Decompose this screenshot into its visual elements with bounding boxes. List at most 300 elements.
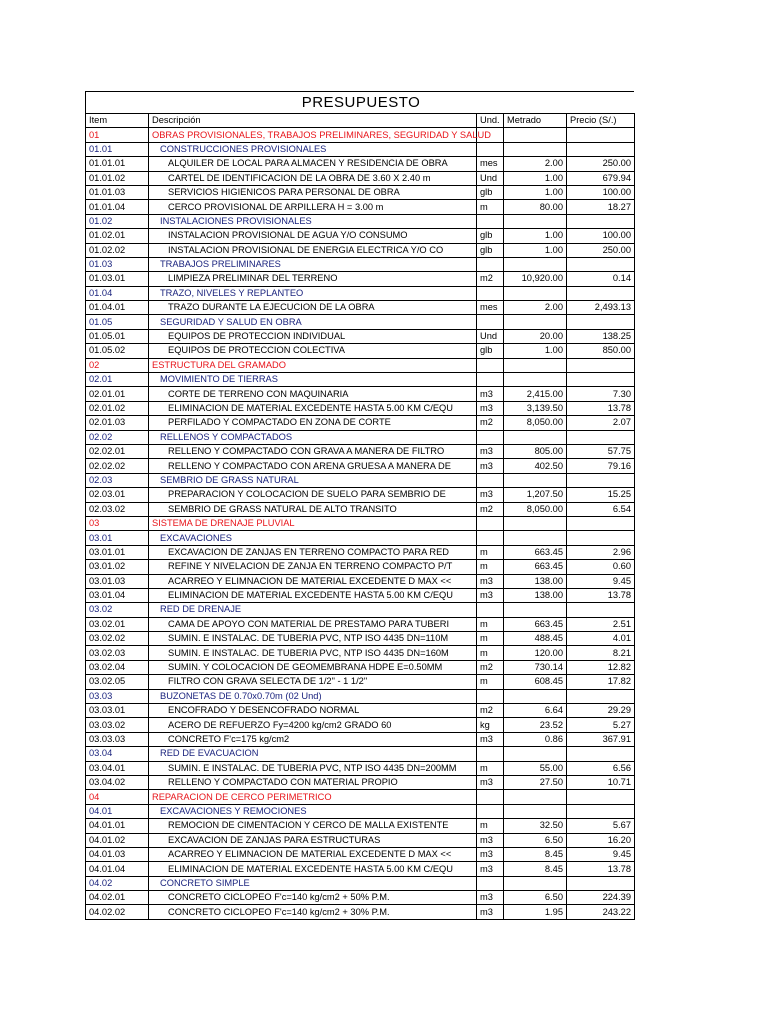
table-row: [86, 157, 635, 171]
description-text: ACERO DE REFUERZO Fy=4200 kg/cm2 GRADO 60: [168, 719, 392, 730]
table-header-row: [86, 114, 635, 128]
price-cell: 18.27: [567, 200, 635, 214]
metrado-cell: [504, 689, 567, 703]
unit-cell: m3: [477, 775, 504, 789]
unit-cell: [477, 257, 504, 271]
description-text: CONCRETO F'c=175 kg/cm2: [168, 733, 290, 744]
metrado-cell: [504, 603, 567, 617]
table-row: [86, 747, 635, 761]
unit-cell: mes: [477, 157, 504, 171]
description-cell: [149, 905, 477, 919]
metrado-cell: [504, 373, 567, 387]
description-text: INSTALACION PROVISIONAL DE AGUA Y/O CONSUMO: [168, 230, 408, 241]
description-text: EXCAVACIONES: [160, 532, 232, 543]
unit-cell: kg: [477, 718, 504, 732]
description-text: INSTALACIONES PROVISIONALES: [160, 215, 312, 226]
item-cell: 01.02.01: [86, 229, 149, 243]
description-text: FILTRO CON GRAVA SELECTA DE 1/2" - 1 1/2": [168, 676, 368, 687]
table-row: [86, 214, 635, 228]
unit-cell: m3: [477, 862, 504, 876]
description-text: REMOCION DE CIMENTACION Y CERCO DE MALLA EXISTENTE: [168, 820, 449, 831]
description-cell: [149, 790, 477, 804]
price-cell: [567, 747, 635, 761]
unit-cell: glb: [477, 344, 504, 358]
metrado-cell: 80.00: [504, 200, 567, 214]
unit-cell: m3: [477, 444, 504, 458]
table-row: [86, 819, 635, 833]
price-cell: 15.25: [567, 488, 635, 502]
price-cell: 17.82: [567, 675, 635, 689]
table-row: [86, 632, 635, 646]
item-cell: 01.03: [86, 257, 149, 271]
item-cell: 03.01: [86, 531, 149, 545]
metrado-cell: 663.45: [504, 617, 567, 631]
description-text: PERFILADO Y COMPACTADO EN ZONA DE CORTE: [168, 417, 391, 428]
unit-cell: m3: [477, 891, 504, 905]
unit-cell: m3: [477, 588, 504, 602]
metrado-cell: [504, 358, 567, 372]
unit-cell: [477, 286, 504, 300]
description-cell: [149, 444, 477, 458]
price-cell: [567, 430, 635, 444]
price-cell: [567, 214, 635, 228]
table-row: [86, 401, 635, 415]
table-row: [86, 200, 635, 214]
price-cell: 138.25: [567, 329, 635, 343]
description-cell: [149, 128, 491, 142]
item-cell: 02.01.01: [86, 387, 149, 401]
table-row: [86, 560, 635, 574]
description-cell: [149, 761, 477, 775]
unit-cell: [477, 790, 504, 804]
metrado-cell: 138.00: [504, 588, 567, 602]
item-cell: 03.02.05: [86, 675, 149, 689]
item-cell: 02.02.02: [86, 459, 149, 473]
metrado-cell: 2.00: [504, 301, 567, 315]
price-cell: 5.67: [567, 819, 635, 833]
metrado-cell: [504, 430, 567, 444]
price-cell: [567, 315, 635, 329]
table-row: [86, 531, 635, 545]
price-cell: 79.16: [567, 459, 635, 473]
item-cell: 01.05: [86, 315, 149, 329]
metrado-cell: 20.00: [504, 329, 567, 343]
item-cell: 03.02.04: [86, 660, 149, 674]
metrado-cell: [504, 257, 567, 271]
item-cell: 04.01.03: [86, 847, 149, 861]
item-cell: 04.02.01: [86, 891, 149, 905]
price-cell: [567, 142, 635, 156]
price-cell: 6.56: [567, 761, 635, 775]
description-cell: [149, 214, 477, 228]
description-text: CARTEL DE IDENTIFICACION DE LA OBRA DE 3.60 X 2.40 m: [168, 172, 431, 183]
table-row: [86, 358, 635, 372]
table-row: [86, 646, 635, 660]
table-row: [86, 847, 635, 861]
unit-cell: m2: [477, 660, 504, 674]
price-cell: 250.00: [567, 243, 635, 257]
description-cell: [149, 704, 477, 718]
header-descripcion: Descripción: [149, 114, 477, 128]
item-cell: 03.03.02: [86, 718, 149, 732]
unit-cell: m2: [477, 704, 504, 718]
description-text: ACARREO Y ELIMNACION DE MATERIAL EXCEDENTE D MAX <<: [168, 849, 452, 860]
item-cell: 01.01.04: [86, 200, 149, 214]
price-cell: 243.22: [567, 905, 635, 919]
unit-cell: m3: [477, 387, 504, 401]
table-row: [86, 502, 635, 516]
metrado-cell: 32.50: [504, 819, 567, 833]
page-title: PRESUPUESTO: [301, 94, 421, 111]
description-cell: [149, 632, 477, 646]
description-text: INSTALACION PROVISIONAL DE ENERGIA ELECTRICA Y/O CO: [168, 244, 444, 255]
price-cell: 12.82: [567, 660, 635, 674]
price-cell: 9.45: [567, 574, 635, 588]
item-cell: 02.03: [86, 473, 149, 487]
item-cell: 03.04: [86, 747, 149, 761]
metrado-cell: [504, 804, 567, 818]
description-text: EXCAVACIONES Y REMOCIONES: [160, 805, 307, 816]
price-cell: 850.00: [567, 344, 635, 358]
unit-cell: m3: [477, 401, 504, 415]
unit-cell: m: [477, 761, 504, 775]
price-cell: 10.71: [567, 775, 635, 789]
description-cell: [149, 488, 477, 502]
description-cell: [149, 171, 477, 185]
metrado-cell: 27.50: [504, 775, 567, 789]
item-cell: 01.01.02: [86, 171, 149, 185]
item-cell: 02.03.01: [86, 488, 149, 502]
metrado-cell: 55.00: [504, 761, 567, 775]
metrado-cell: [504, 128, 567, 142]
description-cell: [149, 430, 477, 444]
price-cell: [567, 257, 635, 271]
item-cell: 01.03.01: [86, 272, 149, 286]
table-row: [86, 675, 635, 689]
table-row: [86, 775, 635, 789]
price-cell: [567, 876, 635, 890]
description-cell: [149, 689, 477, 703]
item-cell: 03.03: [86, 689, 149, 703]
description-cell: [149, 560, 477, 574]
description-text: REPARACION DE CERCO PERIMETRICO: [152, 791, 332, 802]
price-cell: 5.27: [567, 718, 635, 732]
item-cell: 03.02.03: [86, 646, 149, 660]
price-cell: 7.30: [567, 387, 635, 401]
price-cell: 100.00: [567, 229, 635, 243]
unit-cell: m: [477, 819, 504, 833]
metrado-cell: [504, 142, 567, 156]
unit-cell: m3: [477, 847, 504, 861]
table-row: [86, 373, 635, 387]
description-cell: [149, 819, 477, 833]
table-row: [86, 617, 635, 631]
metrado-cell: 1.00: [504, 185, 567, 199]
unit-cell: m3: [477, 574, 504, 588]
description-text: ACARREO Y ELIMNACION DE MATERIAL EXCEDENTE D MAX <<: [168, 575, 452, 586]
metrado-cell: 663.45: [504, 545, 567, 559]
unit-cell: [477, 876, 504, 890]
description-text: ELIMINACION DE MATERIAL EXCEDENTE HASTA 5.00 KM C/EQU: [168, 590, 453, 601]
description-text: CERCO PROVISIONAL DE ARPILLERA H = 3.00 m: [168, 201, 384, 212]
header-precio: Precio (S/.): [567, 114, 635, 128]
metrado-cell: [504, 516, 567, 530]
item-cell: 02.01.03: [86, 416, 149, 430]
metrado-cell: 1.00: [504, 243, 567, 257]
item-cell: 01.04: [86, 286, 149, 300]
table-row: [86, 804, 635, 818]
description-cell: [149, 157, 477, 171]
unit-cell: [477, 531, 504, 545]
item-cell: 04.02: [86, 876, 149, 890]
description-text: ALQUILER DE LOCAL PARA ALMACEN Y RESIDENCIA DE OBRA: [168, 158, 448, 169]
metrado-cell: 730.14: [504, 660, 567, 674]
price-cell: 4.01: [567, 632, 635, 646]
description-text: RELLENOS Y COMPACTADOS: [160, 431, 293, 442]
metrado-cell: 608.45: [504, 675, 567, 689]
description-text: REFINE Y NIVELACION DE ZANJA EN TERRENO COMPACTO P/T: [168, 561, 453, 572]
item-cell: 02.02.01: [86, 444, 149, 458]
unit-cell: m3: [477, 833, 504, 847]
item-cell: 03.03.03: [86, 732, 149, 746]
price-cell: [567, 128, 635, 142]
table-row: [86, 588, 635, 602]
metrado-cell: 488.45: [504, 632, 567, 646]
unit-cell: [477, 689, 504, 703]
price-cell: 250.00: [567, 157, 635, 171]
item-cell: 03.01.01: [86, 545, 149, 559]
price-cell: 13.78: [567, 401, 635, 415]
description-cell: [149, 804, 477, 818]
price-cell: 57.75: [567, 444, 635, 458]
price-cell: 6.54: [567, 502, 635, 516]
table-row: [86, 833, 635, 847]
unit-cell: Und: [477, 171, 504, 185]
description-text: OBRAS PROVISIONALES, TRABAJOS PRELIMINARES, SEGURIDAD Y SALUD: [152, 129, 491, 140]
description-cell: [149, 473, 477, 487]
table-row: [86, 444, 635, 458]
description-text: LIMPIEZA PRELIMINAR DEL TERRENO: [168, 273, 338, 284]
price-cell: 8.21: [567, 646, 635, 660]
description-cell: [149, 545, 477, 559]
description-text: SEGURIDAD Y SALUD EN OBRA: [160, 316, 302, 327]
description-cell: [149, 344, 477, 358]
table-row: [86, 301, 635, 315]
unit-cell: m3: [477, 905, 504, 919]
table-row: [86, 387, 635, 401]
unit-cell: [477, 315, 504, 329]
unit-cell: [477, 603, 504, 617]
item-cell: 01.02.02: [86, 243, 149, 257]
unit-cell: [477, 358, 504, 372]
budget-table: [85, 113, 635, 920]
description-text: RELLENO Y COMPACTADO CON GRAVA A MANERA DE FILTRO: [168, 446, 445, 457]
metrado-cell: 663.45: [504, 560, 567, 574]
description-cell: [149, 833, 477, 847]
description-text: SEMBRIO DE GRASS NATURAL: [160, 474, 299, 485]
metrado-cell: 6.50: [504, 891, 567, 905]
unit-cell: glb: [477, 243, 504, 257]
header-item: Item: [86, 114, 149, 128]
table-row: [86, 329, 635, 343]
item-cell: 02.03.02: [86, 502, 149, 516]
description-text: ENCOFRADO Y DESENCOFRADO NORMAL: [168, 705, 360, 716]
unit-cell: mes: [477, 301, 504, 315]
description-text: ELIMINACION DE MATERIAL EXCEDENTE HASTA 5.00 KM C/EQU: [168, 863, 453, 874]
table-row: [86, 905, 635, 919]
price-cell: 0.14: [567, 272, 635, 286]
title-row: [85, 91, 634, 113]
item-cell: 01.05.01: [86, 329, 149, 343]
metrado-cell: 6.50: [504, 833, 567, 847]
table-row: [86, 430, 635, 444]
price-cell: 367.91: [567, 732, 635, 746]
description-cell: [149, 775, 477, 789]
item-cell: 03.04.02: [86, 775, 149, 789]
unit-cell: m3: [477, 732, 504, 746]
unit-cell: Und: [477, 329, 504, 343]
description-text: SEMBRIO DE GRASS NATURAL DE ALTO TRANSITO: [168, 503, 397, 514]
unit-cell: [477, 430, 504, 444]
metrado-cell: 1.00: [504, 171, 567, 185]
description-cell: [149, 286, 477, 300]
description-cell: [149, 243, 477, 257]
description-cell: [149, 747, 477, 761]
description-cell: [149, 229, 477, 243]
description-text: CONCRETO CICLOPEO F'c=140 kg/cm2 + 50% P.M.: [168, 892, 390, 903]
description-cell: [149, 603, 477, 617]
metrado-cell: 120.00: [504, 646, 567, 660]
item-cell: 04.01.02: [86, 833, 149, 847]
description-text: SERVICIOS HIGIENICOS PARA PERSONAL DE OBRA: [168, 187, 400, 198]
description-cell: [149, 387, 477, 401]
description-cell: [149, 660, 477, 674]
item-cell: 03.01.04: [86, 588, 149, 602]
unit-cell: m2: [477, 416, 504, 430]
unit-cell: m: [477, 560, 504, 574]
metrado-cell: 138.00: [504, 574, 567, 588]
description-cell: [149, 502, 477, 516]
unit-cell: m2: [477, 502, 504, 516]
description-text: ESTRUCTURA DEL GRAMADO: [152, 359, 286, 370]
item-cell: 01.01.03: [86, 185, 149, 199]
table-row: [86, 243, 635, 257]
table-row: [86, 545, 635, 559]
description-cell: [149, 401, 477, 415]
description-cell: [149, 617, 477, 631]
table-row: [86, 876, 635, 890]
unit-cell: [477, 142, 504, 156]
price-cell: 679.94: [567, 171, 635, 185]
item-cell: 01.01: [86, 142, 149, 156]
table-row: [86, 603, 635, 617]
description-text: RED DE EVACUACION: [160, 748, 259, 759]
description-cell: [149, 257, 477, 271]
description-text: SUMIN. Y COLOCACION DE GEOMEMBRANA HDPE E=0.50MM: [168, 662, 443, 673]
price-cell: [567, 603, 635, 617]
price-cell: [567, 473, 635, 487]
price-cell: 16.20: [567, 833, 635, 847]
item-cell: 04.02.02: [86, 905, 149, 919]
metrado-cell: 8.45: [504, 847, 567, 861]
unit-cell: m3: [477, 459, 504, 473]
description-text: CONSTRUCCIONES PROVISIONALES: [160, 143, 327, 154]
table-row: [86, 473, 635, 487]
price-cell: [567, 689, 635, 703]
unit-cell: glb: [477, 229, 504, 243]
description-cell: [149, 675, 477, 689]
item-cell: 02.01.02: [86, 401, 149, 415]
price-cell: 13.78: [567, 862, 635, 876]
unit-cell: m: [477, 545, 504, 559]
description-cell: [149, 646, 477, 660]
price-cell: [567, 516, 635, 530]
unit-cell: [477, 516, 504, 530]
table-row: [86, 315, 635, 329]
price-cell: [567, 286, 635, 300]
metrado-cell: 8,050.00: [504, 416, 567, 430]
description-cell: [149, 574, 477, 588]
table-row: [86, 574, 635, 588]
item-cell: 04.01: [86, 804, 149, 818]
description-cell: [149, 588, 477, 602]
table-row: [86, 171, 635, 185]
table-row: [86, 229, 635, 243]
price-cell: 0.60: [567, 560, 635, 574]
description-cell: [149, 272, 477, 286]
description-cell: [149, 847, 477, 861]
header-und: Und.: [477, 114, 504, 128]
description-cell: [149, 891, 477, 905]
unit-cell: [477, 214, 504, 228]
price-cell: 2.07: [567, 416, 635, 430]
header-metrado: Metrado: [504, 114, 567, 128]
description-cell: [149, 329, 477, 343]
table-row: [86, 344, 635, 358]
item-cell: 02: [86, 358, 149, 372]
table-row: [86, 718, 635, 732]
description-text: SISTEMA DE DRENAJE PLUVIAL: [152, 518, 295, 529]
description-cell: [149, 732, 477, 746]
description-cell: [149, 416, 477, 430]
description-cell: [149, 200, 477, 214]
metrado-cell: 2.00: [504, 157, 567, 171]
metrado-cell: 1.95: [504, 905, 567, 919]
price-cell: [567, 373, 635, 387]
item-cell: 02.01: [86, 373, 149, 387]
description-cell: [149, 718, 477, 732]
item-cell: 03.01.03: [86, 574, 149, 588]
table-row: [86, 128, 635, 142]
metrado-cell: 1,207.50: [504, 488, 567, 502]
item-cell: 03.02.01: [86, 617, 149, 631]
metrado-cell: [504, 876, 567, 890]
description-text: TRAZO DURANTE LA EJECUCION DE LA OBRA: [168, 302, 375, 313]
table-row: [86, 286, 635, 300]
item-cell: 03.03.01: [86, 704, 149, 718]
description-text: EXCAVACION DE ZANJAS EN TERRENO COMPACTO PARA RED: [168, 546, 450, 557]
description-cell: [149, 301, 477, 315]
description-text: CORTE DE TERRENO CON MAQUINARIA: [168, 388, 349, 399]
description-text: RELLENO Y COMPACTADO CON MATERIAL PROPIO: [168, 777, 398, 788]
item-cell: 03.02: [86, 603, 149, 617]
item-cell: 04: [86, 790, 149, 804]
description-cell: [149, 185, 477, 199]
unit-cell: m2: [477, 272, 504, 286]
table-row: [86, 488, 635, 502]
unit-cell: [477, 373, 504, 387]
description-text: MOVIMIENTO DE TIERRAS: [160, 374, 278, 385]
